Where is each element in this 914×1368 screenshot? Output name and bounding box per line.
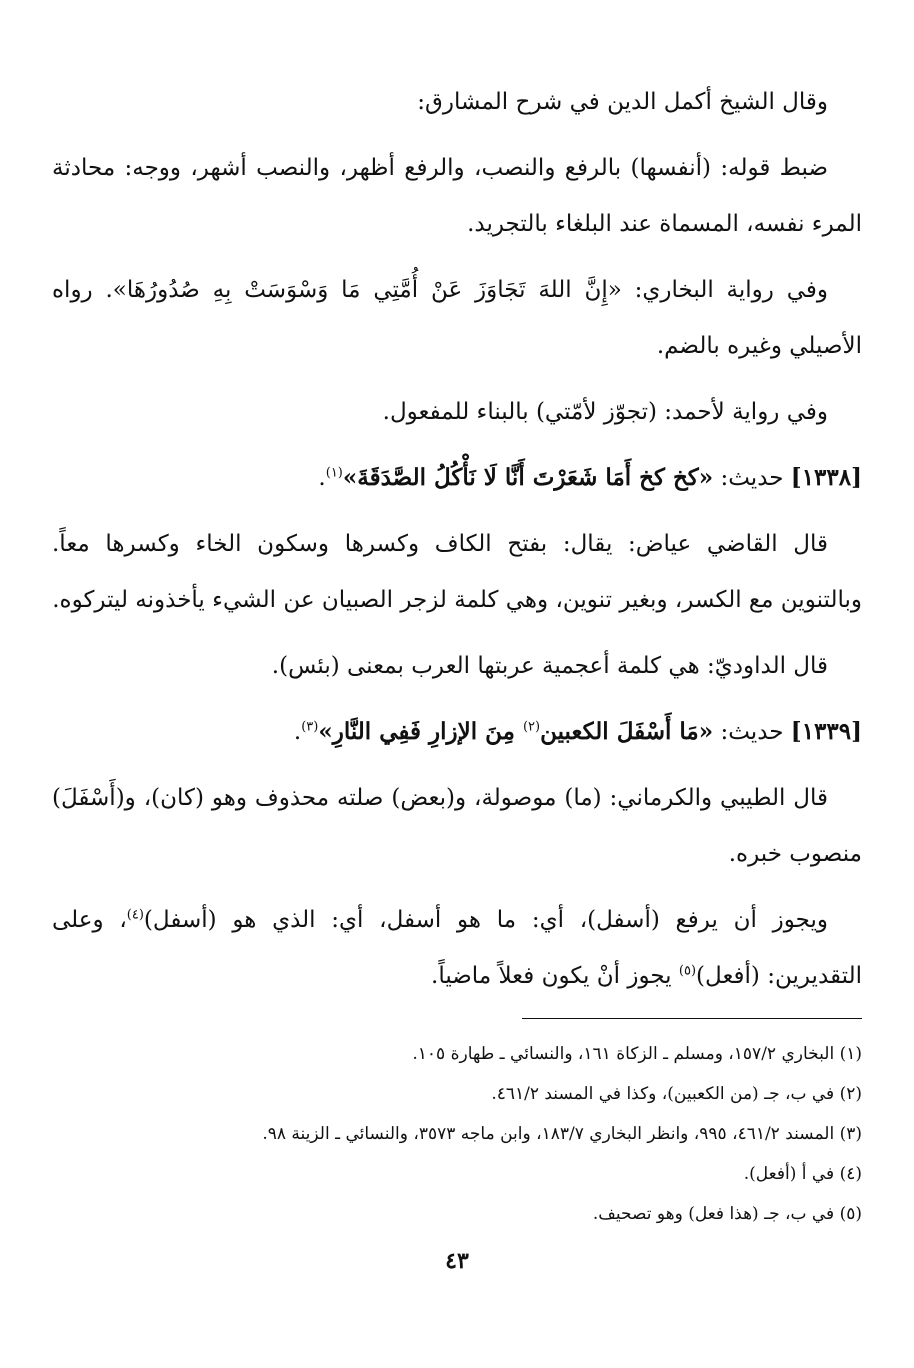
paragraph-iyad: قال القاضي عياض: يقال: بفتح الكاف وكسرها وسكون الخاء وكسرها معاً. وبالتنوين مع الكسر، وبغير تنوين، وهي كلمة لزجر الصبيان عن الشيء يأخذونه ليتركوه. [52, 531, 862, 613]
footnote-5: (٥) في ب، جـ (هذا فعل) وهو تصحيف. [592, 1204, 862, 1224]
footnote-4: (٤) في أ (أفعل). [743, 1164, 862, 1184]
hadith-1339 [52, 704, 862, 760]
hadith-end: . [318, 465, 326, 491]
hadith-1338 [52, 450, 862, 506]
paragraph-dabt: ضبط قوله: (أنفسها) بالرفع والنصب، والرفع أظهر، والنصب أشهر، ووجه: محادثة المرء نفسه، المسماة عند البلغاء بالتجريد. [52, 155, 862, 237]
footnote-ref: (١) [325, 465, 343, 481]
paragraph-tibi: قال الطيبي والكرماني: (ما) موصولة، و(بعض) صلته محذوف وهو (كان)، و(أَسْفَلَ) منصوب خبره. [52, 785, 862, 867]
footnote-divider [522, 1018, 862, 1019]
hadith-label: حديث: [720, 465, 784, 491]
paragraph-bukhari-riwaya: وفي رواية البخاري: «إِنَّ اللهَ تَجَاوَزَ عَنْ أُمَّتِي مَا وَسْوَسَتْ بِهِ صُدُورُهَا». رواه الأصيلي وغيره بالضم. [52, 277, 862, 359]
paragraph-raf [52, 892, 862, 1004]
paragraph-raf-part-c: يجوز أنْ يكون فعلاً ماضياً. [431, 963, 679, 989]
footnote-3: (٣) المسند ٤٦١/٢، ٩٩٥، وانظر البخاري ١٨٣/٧، وابن ماجه ٣٥٧٣، والنسائي ـ الزينة ٩٨. [262, 1124, 862, 1144]
paragraph-akmal: وقال الشيخ أكمل الدين في شرح المشارق: [417, 89, 828, 115]
hadith-text-part-a: «مَا أَسْفَلَ الكعبين [540, 718, 714, 745]
footnote-ref: (٣) [301, 719, 319, 735]
hadith-number: [١٣٣٩] [790, 718, 862, 745]
hadith-text: «كخ كخ أَمَا شَعَرْتَ أَنَّا لَا نَأْكُلُ الصَّدَقَةَ» [342, 464, 714, 491]
footnote-ref: (٢) [522, 719, 541, 735]
hadith-end: . [293, 719, 302, 745]
hadith-label: حديث: [720, 719, 784, 745]
footnote-2: (٢) في ب، جـ (من الكعبين)، وكذا في المسند ٤٦١/٢. [491, 1084, 862, 1104]
paragraph-raf-part-a: ويجوز أن يرفع (أسفل)، أي: ما هو أسفل، أي: الذي هو (أسفل) [143, 907, 828, 933]
footnote-ref: (٤) [126, 907, 144, 923]
paragraph-ahmad-riwaya: وفي رواية لأحمد: (تجوّز لأمّتي) بالبناء للمفعول. [382, 399, 828, 425]
footnotes [52, 1038, 862, 1238]
page-number: ٤٣ [445, 1248, 469, 1274]
footnote-1: (١) البخاري ١٥٧/٢، ومسلم ـ الزكاة ١٦١، والنسائي ـ طهارة ١٠٥. [412, 1044, 862, 1064]
paragraph-dawudi: قال الداوديّ: هي كلمة أعجمية عربتها العرب بمعنى (بئس). [271, 653, 828, 679]
footnote-ref: (٥) [678, 963, 697, 979]
hadith-text-part-b: مِنَ الإزارِ فَفِي النَّارِ» [318, 718, 523, 745]
hadith-number: [١٣٣٨] [790, 464, 862, 491]
paragraph-raf-part-b: ، وعلى التقديرين: (أفعل) [52, 907, 862, 989]
